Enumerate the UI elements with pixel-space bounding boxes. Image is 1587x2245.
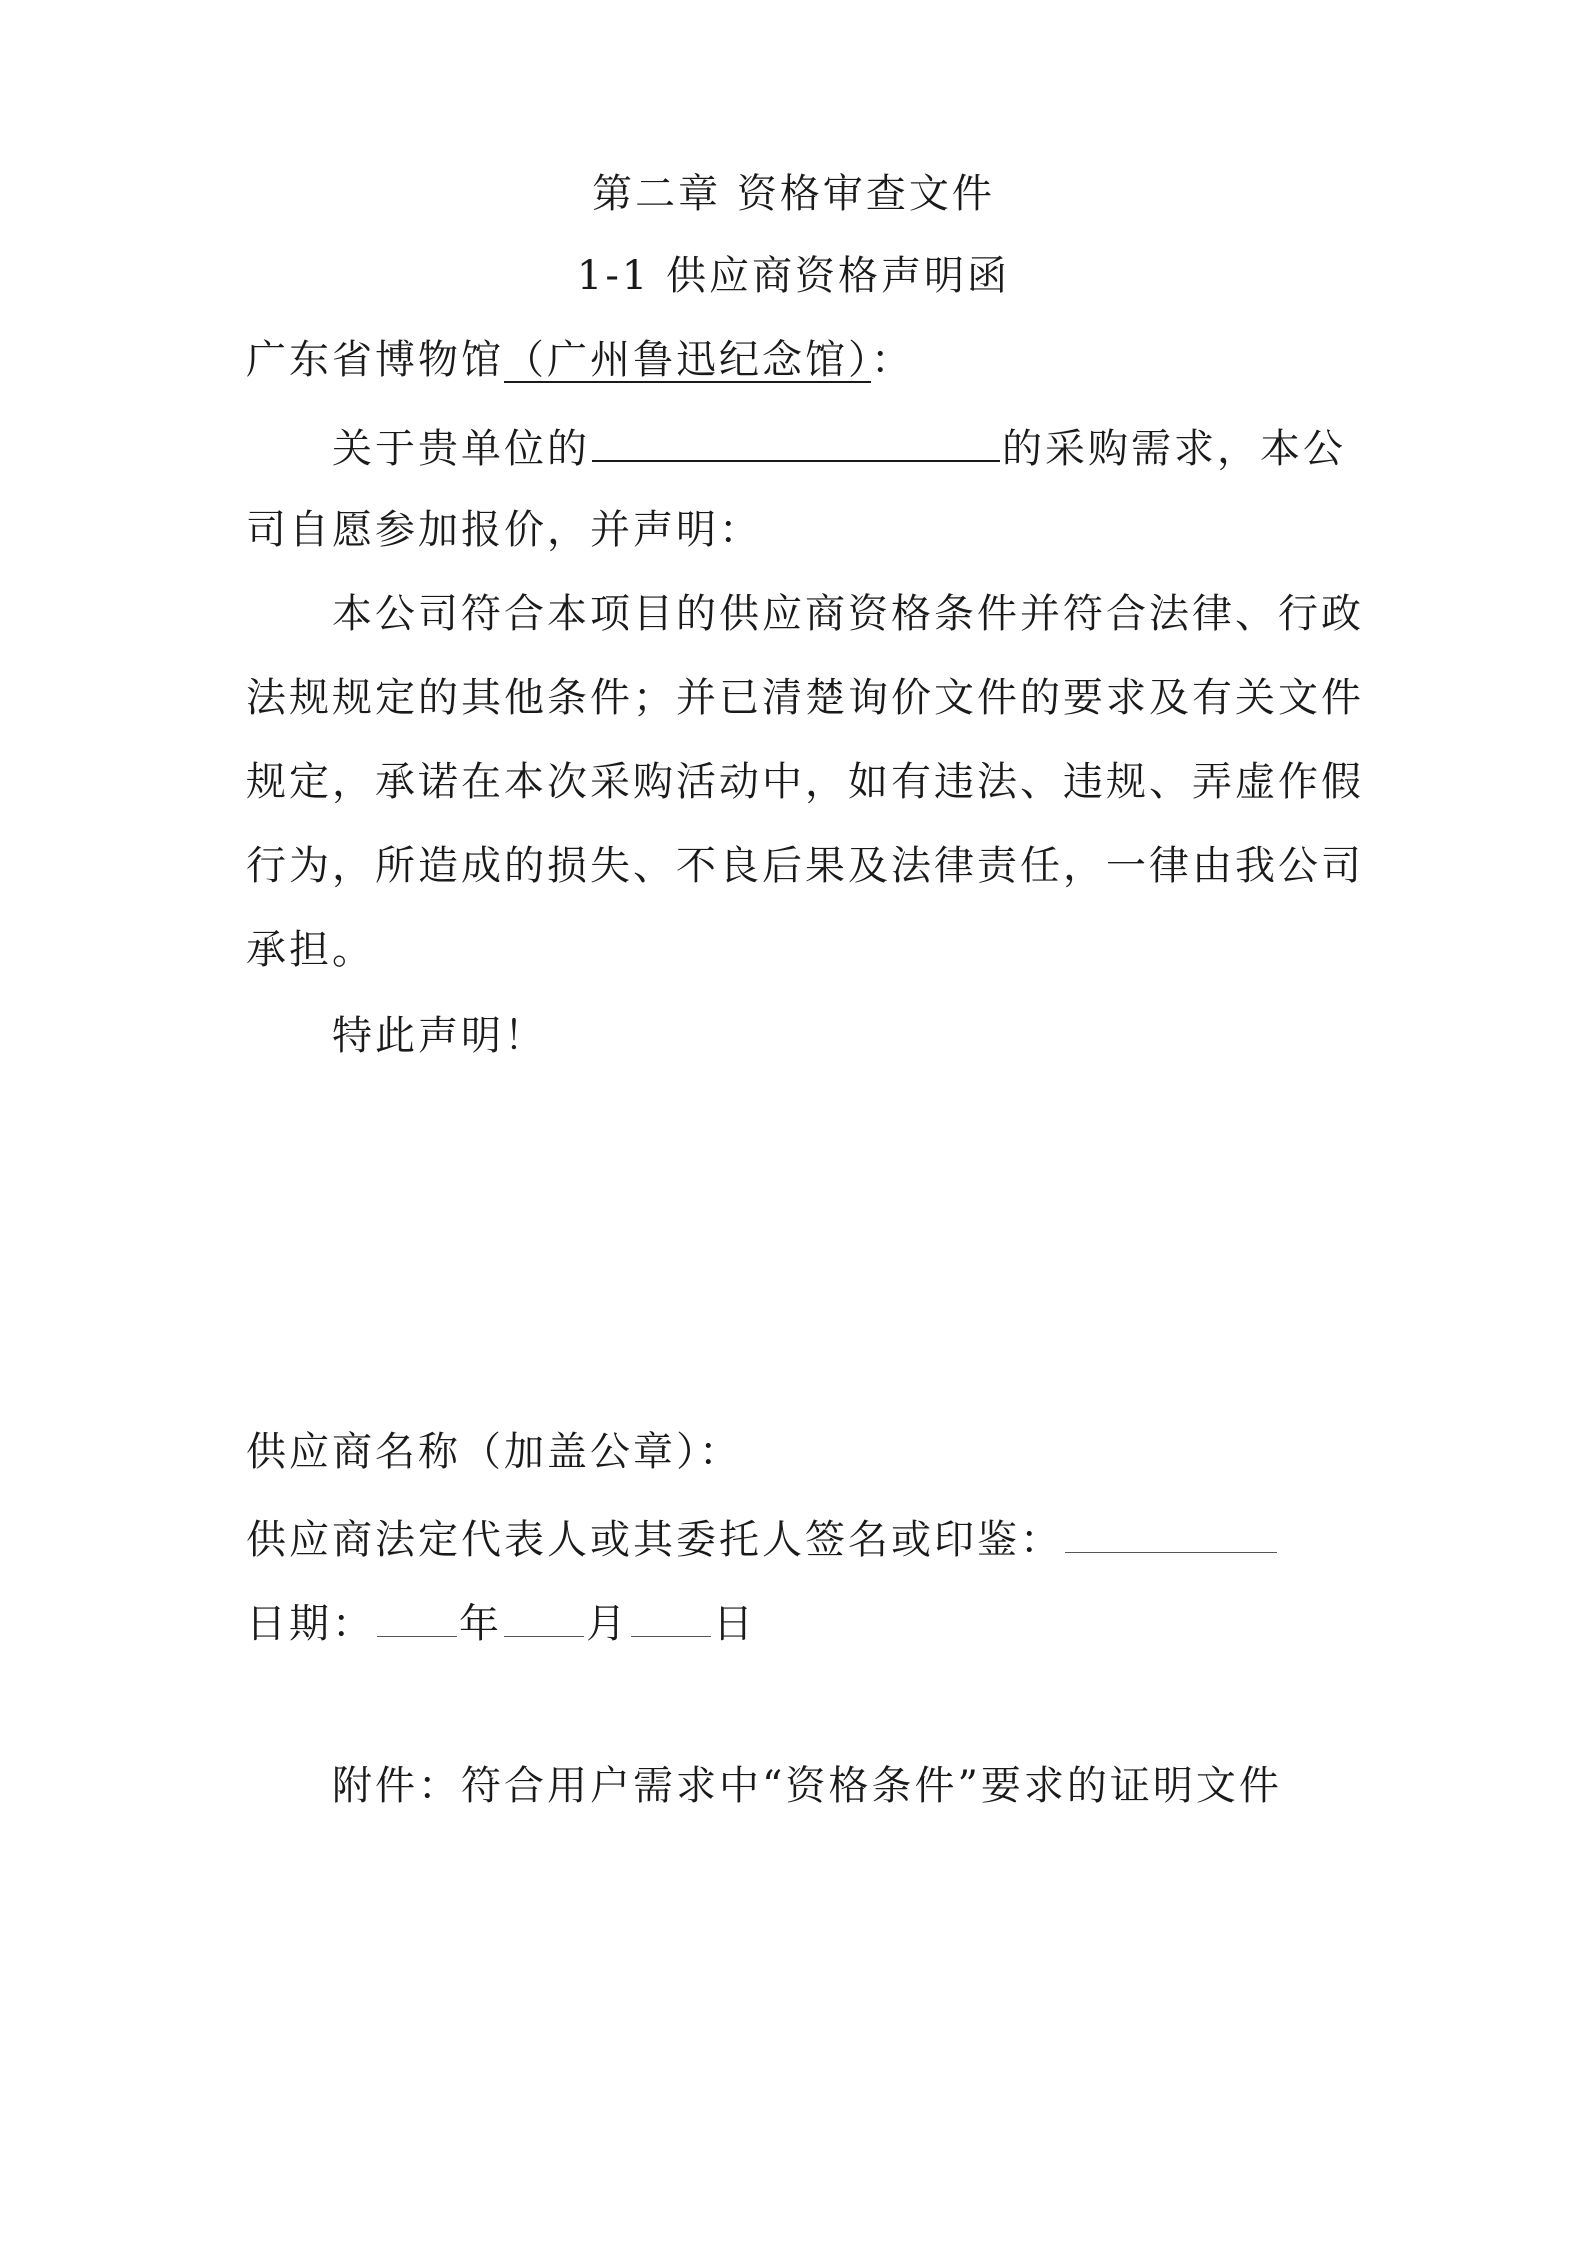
paragraph1-prefix: 关于贵单位的 xyxy=(332,426,590,472)
date-label: 日期： xyxy=(246,1601,375,1647)
date-row xyxy=(246,1596,756,1648)
day-label: 日 xyxy=(713,1601,756,1647)
supplier-name-label: 供应商名称（加盖公章）： xyxy=(246,1429,742,1475)
paragraph2-line5: 承担。 xyxy=(246,927,375,973)
paragraph2-line4: 行为，所造成的损失、不良后果及法律责任，一律由我公司 xyxy=(246,843,1364,889)
paragraph2-line1: 本公司符合本项目的供应商资格条件并符合法律、行政 xyxy=(332,591,1364,637)
year-blank[interactable] xyxy=(377,1596,457,1637)
month-blank[interactable] xyxy=(504,1596,584,1637)
project-name-blank[interactable] xyxy=(592,420,1000,462)
paragraph1-suffix: 的采购需求，本公 xyxy=(1002,426,1346,472)
month-label: 月 xyxy=(586,1601,629,1647)
paragraph1-line1 xyxy=(332,420,1346,473)
paragraph2-line3: 规定，承诺在本次采购活动中，如有违法、违规、弄虚作假 xyxy=(246,759,1364,805)
addressee-underlined: （广州鲁迅纪念馆） xyxy=(504,337,871,383)
form-title: 1-1 供应商资格声明函 xyxy=(576,253,1011,299)
addressee-prefix: 广东省博物馆 xyxy=(246,337,504,383)
paragraph1-line2: 司自愿参加报价，并声明： xyxy=(246,507,762,553)
addressee xyxy=(246,336,914,384)
attachment-note: 附件：符合用户需求中“资格条件”要求的证明文件 xyxy=(332,1763,1282,1809)
representative-row xyxy=(246,1512,1279,1564)
year-label: 年 xyxy=(459,1601,502,1647)
day-blank[interactable] xyxy=(631,1596,711,1637)
chapter-title: 第二章 资格审查文件 xyxy=(592,171,995,217)
representative-label: 供应商法定代表人或其委托人签名或印鉴： xyxy=(246,1517,1063,1563)
representative-signature-blank[interactable] xyxy=(1065,1512,1277,1553)
addressee-suffix: ： xyxy=(871,337,914,383)
closing-statement: 特此声明！ xyxy=(332,1013,547,1059)
paragraph2-line2: 法规规定的其他条件；并已清楚询价文件的要求及有关文件 xyxy=(246,675,1364,721)
